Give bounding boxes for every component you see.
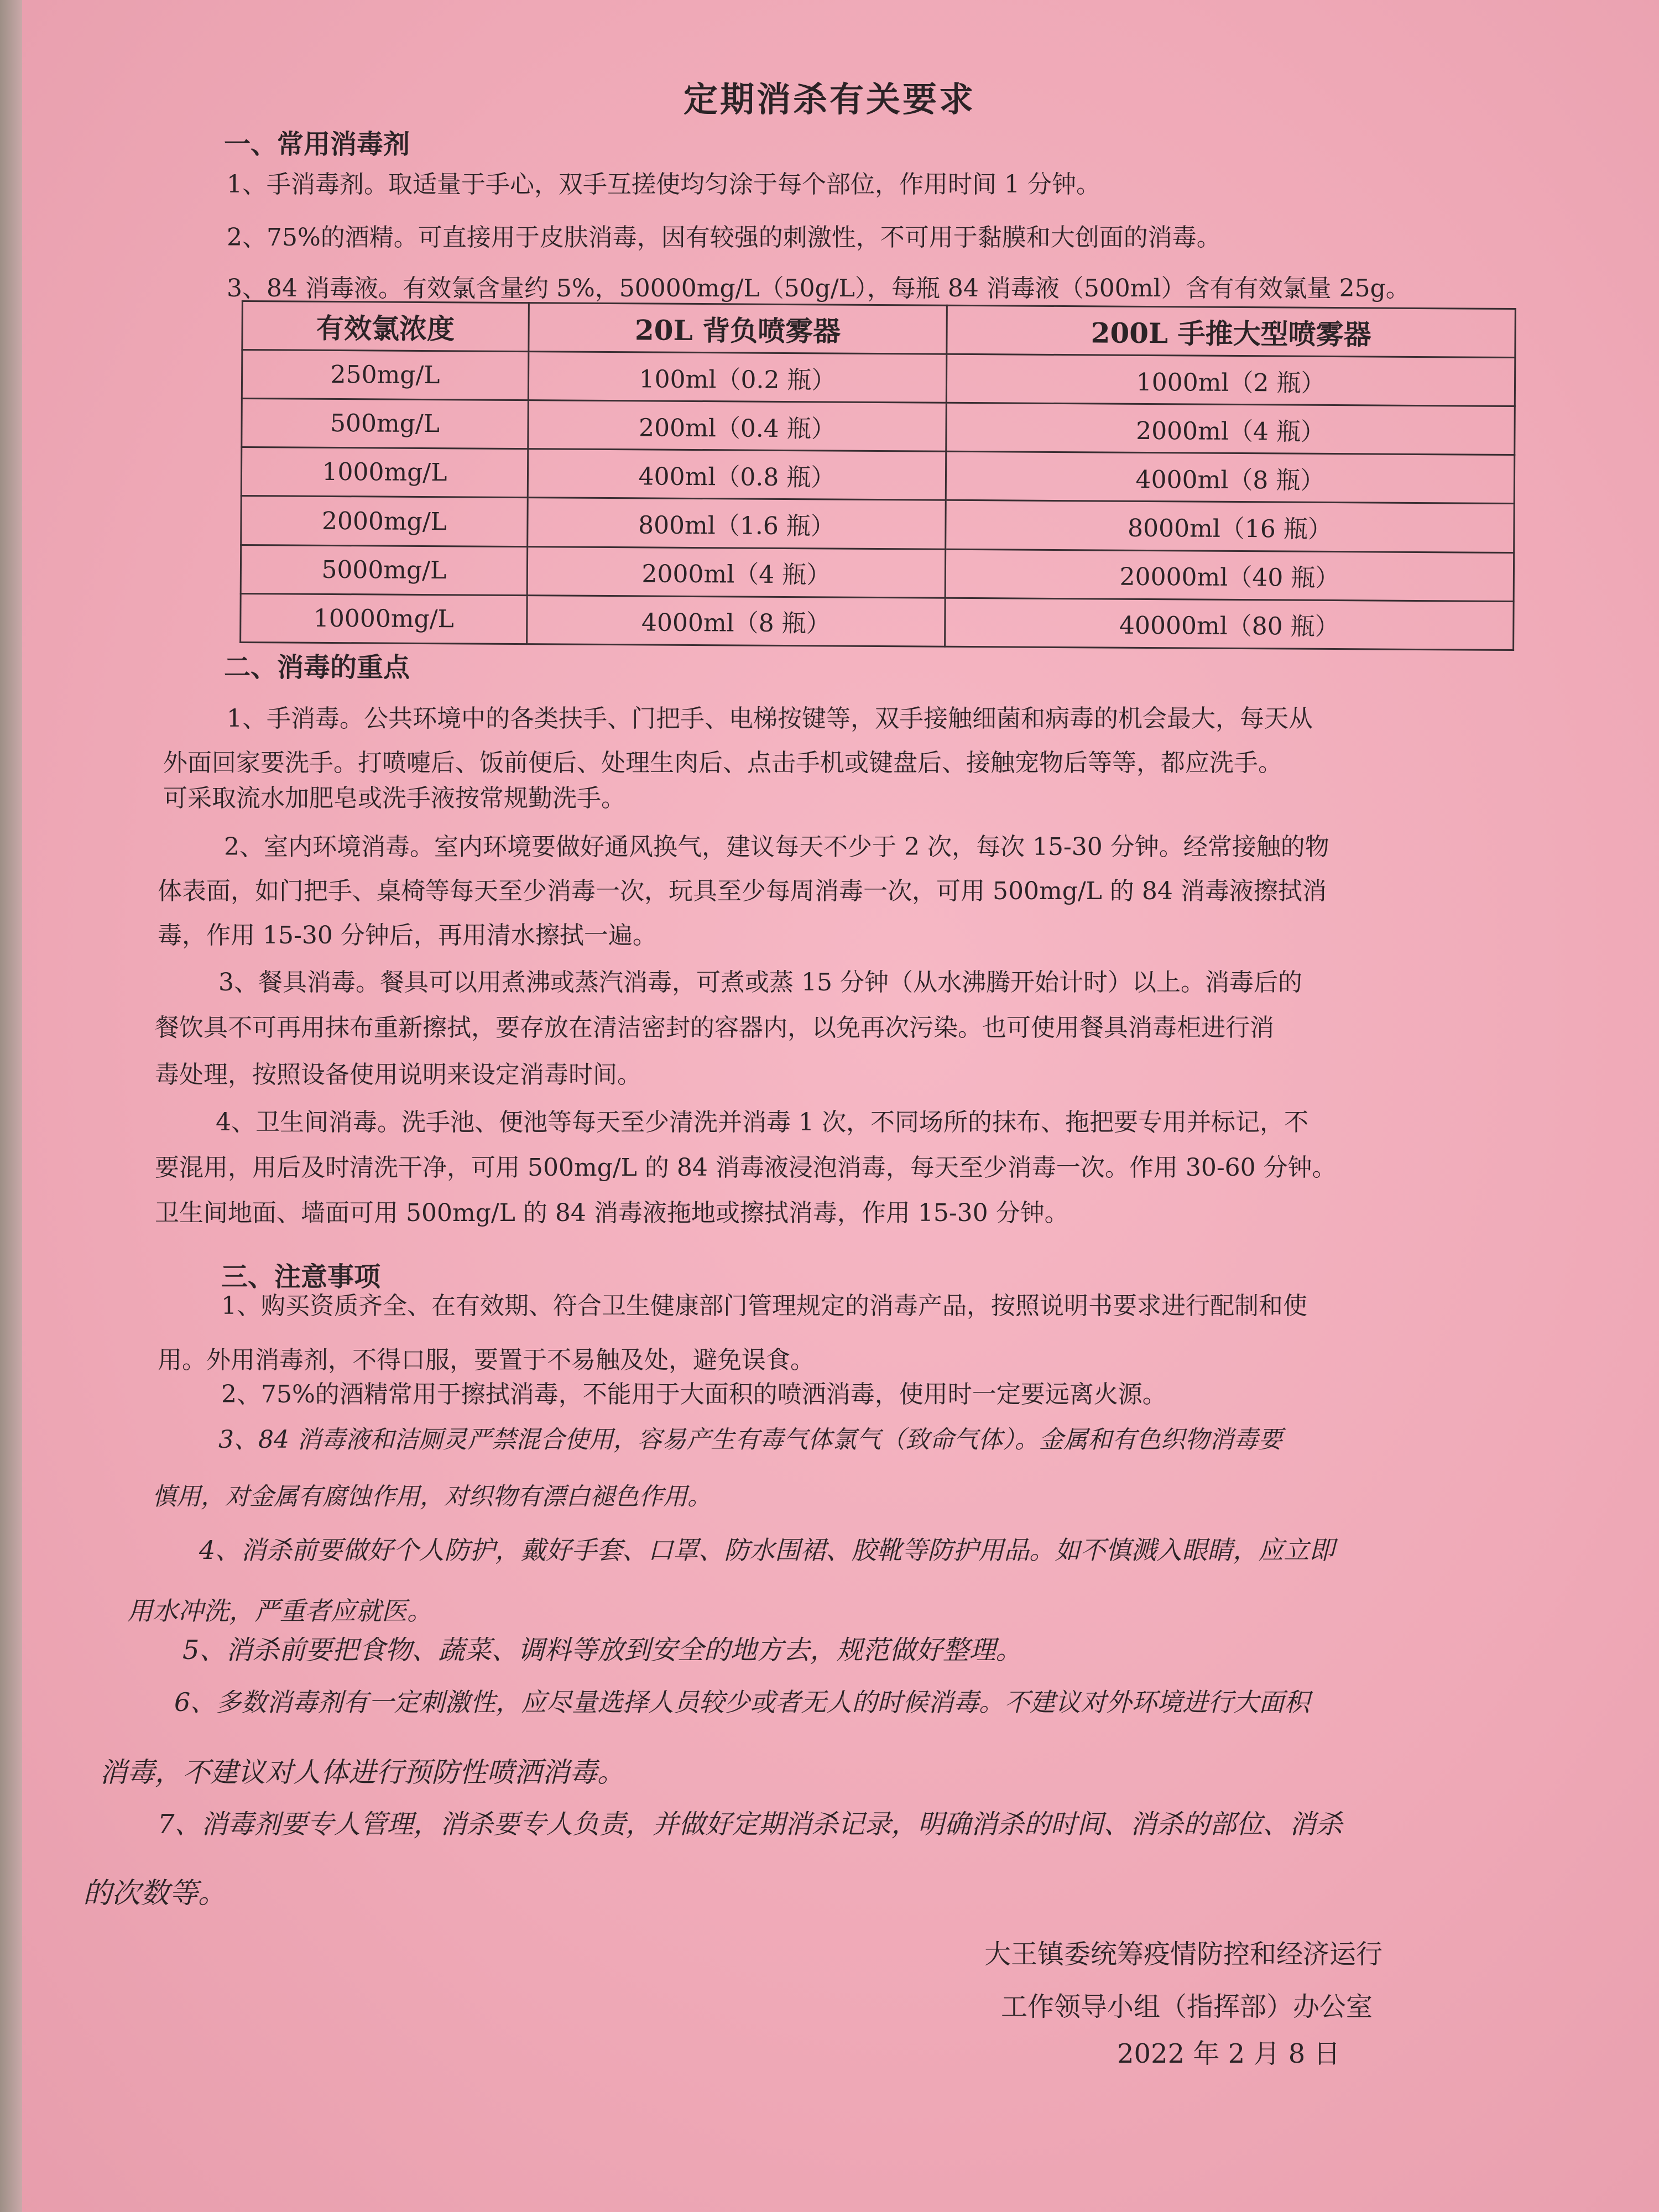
table-cell: 4000ml（8 瓶）: [946, 452, 1514, 504]
section3-line: 的次数等。: [83, 1877, 227, 1910]
section2-line: 体表面，如门把手、桌椅等每天至少消毒一次，玩具至少每周消毒一次，可用 500mg/L 的 84 消毒液擦拭消: [158, 877, 1327, 905]
dilution-table: [239, 300, 1516, 651]
signature-line2: 工作领导小组（指挥部）办公室: [1001, 1991, 1373, 2022]
section3-line: 消毒，不建议对人体进行预防性喷洒消毒。: [100, 1756, 625, 1788]
table-cell: 4000ml（8 瓶）: [526, 595, 945, 646]
table-cell: 800ml（1.6 瓶）: [528, 498, 946, 549]
table-row: [242, 349, 1515, 406]
section2-line: 可采取流水加肥皂或洗手液按常规勤洗手。: [163, 784, 625, 812]
page-title: 定期消杀有关要求: [683, 79, 975, 119]
section3-heading: 三、注意事项: [221, 1261, 381, 1292]
table-cell: 2000ml（4 瓶）: [946, 403, 1515, 455]
section2-line: 外面回家要洗手。打喷嚏后、饭前便后、处理生肉后、点击手机或键盘后、接触宠物后等等，都应洗手。: [163, 749, 1282, 777]
table-cell: 20000ml（40 瓶）: [945, 549, 1514, 601]
table-cell: 10000mg/L: [241, 593, 527, 644]
section2-line: 毒处理，按照设备使用说明来设定消毒时间。: [155, 1061, 641, 1089]
table-header: 200L 手推大型喷雾器: [947, 305, 1515, 357]
table-cell: 400ml（0.8 瓶）: [528, 449, 946, 500]
section3-line: 2、75%的酒精常用于擦拭消毒，不能用于大面积的喷洒消毒，使用时一定要远离火源。: [221, 1380, 1167, 1408]
table-header: 有效氯浓度: [242, 301, 529, 351]
table-header-row: [242, 301, 1515, 357]
section3-line: 1、购买资质齐全、在有效期、符合卫生健康部门管理规定的消毒产品，按照说明书要求进行配制和使: [221, 1292, 1307, 1320]
table-cell: 2000ml（4 瓶）: [527, 546, 946, 598]
signature-date: 2022 年 2 月 8 日: [1117, 2038, 1340, 2069]
signature-line1: 大王镇委统筹疫情防控和经济运行: [984, 1939, 1383, 1970]
section3-line: 用水冲洗，严重者应就医。: [127, 1596, 432, 1626]
section1-item: 3、84 消毒液。有效氯含量约 5%，50000mg/L（50g/L），每瓶 84 消毒液（500ml）含有有效氯量 25g。: [227, 274, 1410, 302]
table-cell: 1000mg/L: [241, 447, 528, 498]
section2-line: 餐饮具不可再用抹布重新擦拭，要存放在清洁密封的容器内，以免再次污染。也可使用餐具消毒柜进行消: [155, 1014, 1274, 1042]
section1-heading: 一、常用消毒剂: [224, 129, 410, 160]
section1-item: 2、75%的酒精。可直接用于皮肤消毒，因有较强的刺激性，不可用于黏膜和大创面的消毒。: [227, 223, 1221, 252]
table-header: 20L 背负喷雾器: [529, 303, 947, 354]
table-cell: 500mg/L: [242, 399, 528, 449]
page-edge: [0, 0, 22, 2212]
table-cell: 100ml（0.2 瓶）: [528, 352, 947, 403]
table-cell: 8000ml（16 瓶）: [946, 500, 1514, 552]
table-row: [241, 447, 1514, 504]
section2-line: 4、卫生间消毒。洗手池、便池等每天至少清洗并消毒 1 次，不同场所的抹布、拖把要专用并标记，不: [216, 1108, 1308, 1136]
table-cell: 5000mg/L: [241, 545, 527, 595]
section3-line: 慎用，对金属有腐蚀作用，对织物有漂白褪色作用。: [152, 1483, 712, 1511]
section1-item: 1、手消毒剂。取适量于手心，双手互搓使均匀涂于每个部位，作用时间 1 分钟。: [227, 170, 1100, 199]
section2-line: 2、室内环境消毒。室内环境要做好通风换气，建议每天不少于 2 次，每次 15-30 分钟。经常接触的物: [224, 833, 1329, 861]
table-cell: 1000ml（2 瓶）: [946, 354, 1515, 406]
section3-line: 3、84 消毒液和洁厕灵严禁混合使用，容易产生有毒气体氯气（致命气体）。金属和有色织物消毒要: [218, 1426, 1282, 1454]
table-row: [241, 545, 1514, 601]
table-cell: 40000ml（80 瓶）: [945, 598, 1514, 650]
section2-heading: 二、消毒的重点: [224, 652, 410, 683]
section3-line: 4、消杀前要做好个人防护，戴好手套、口罩、防水围裙、胶靴等防护用品。如不慎溅入眼睛，应立即: [199, 1535, 1335, 1565]
section3-line: 6、多数消毒剂有一定刺激性，应尽量选择人员较少或者无人的时候消毒。不建议对外环境进行大面积: [174, 1687, 1310, 1717]
section2-line: 1、手消毒。公共环境中的各类扶手、门把手、电梯按键等，双手接触细菌和病毒的机会最大，每天从: [227, 705, 1313, 733]
section2-line: 卫生间地面、墙面可用 500mg/L 的 84 消毒液拖地或擦拭消毒，作用 15-30 分钟。: [155, 1199, 1069, 1227]
section3-line: 7、消毒剂要专人管理，消杀要专人负责，并做好定期消杀记录，明确消杀的时间、消杀的部位、消杀: [158, 1809, 1343, 1840]
section2-line: 要混用，用后及时清洗干净，可用 500mg/L 的 84 消毒液浸泡消毒，每天至少消毒一次。作用 30-60 分钟。: [155, 1154, 1337, 1182]
section3-line: 5、消杀前要把食物、蔬菜、调料等放到安全的地方去，规范做好整理。: [182, 1635, 1022, 1666]
table-cell: 200ml（0.4 瓶）: [528, 400, 947, 452]
table-row: [242, 399, 1515, 455]
table-cell: 250mg/L: [242, 349, 528, 400]
section2-line: 3、餐具消毒。餐具可以用煮沸或蒸汽消毒，可煮或蒸 15 分钟（从水沸腾开始计时）以上。消毒后的: [218, 968, 1302, 997]
table-row: [241, 496, 1514, 552]
section2-line: 毒，作用 15-30 分钟后，再用清水擦拭一遍。: [158, 921, 657, 950]
section3-line: 用。外用消毒剂，不得口服，要置于不易触及处，避免误食。: [158, 1346, 815, 1374]
table-row: [241, 593, 1514, 650]
table-cell: 2000mg/L: [241, 496, 528, 546]
